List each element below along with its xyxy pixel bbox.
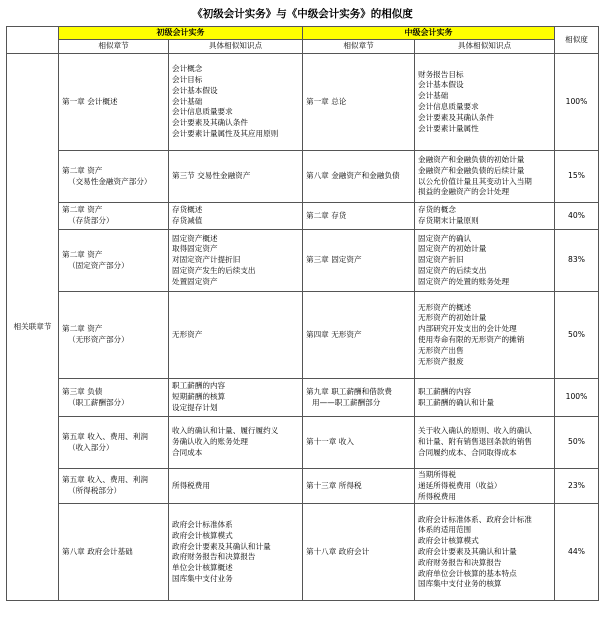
intermediate-chapter-cell <box>303 203 415 230</box>
junior-points-cell-line: 职工薪酬的内容 <box>172 381 226 391</box>
junior-points-cell-line: 会计要素计量属性及其应用原则 <box>172 128 279 138</box>
junior-points-cell-line: 合同成本 <box>172 447 203 457</box>
intermediate-chapter-cell <box>303 292 415 379</box>
intermediate-points-cell-line: 无形资产报废 <box>418 356 464 366</box>
intermediate-chapter-cell <box>303 379 415 417</box>
junior-chapter-cell-line: 第五章 收入、费用、利润 <box>62 431 148 441</box>
intermediate-chapter-cell-line: 第三章 固定资产 <box>306 255 362 265</box>
junior-chapter-cell <box>59 469 169 504</box>
related-chapters-label: 相关联章节 <box>7 54 59 601</box>
intermediate-points-cell <box>415 203 555 230</box>
intermediate-points-cell-line: 国库集中支付业务的核算 <box>418 579 502 589</box>
intermediate-points-cell-line: 当期所得税 <box>418 470 456 479</box>
junior-points-cell-line: 取得固定资产 <box>172 244 218 254</box>
similarity-value: 23% <box>555 469 599 504</box>
similarity-value: 83% <box>555 230 599 292</box>
junior-points-cell <box>169 292 303 379</box>
similarity-value: 44% <box>555 504 599 601</box>
intermediate-points-cell-line: 合同履约成本、合同取得成本 <box>418 447 517 457</box>
junior-chapter-cell-line: （所得税部分） <box>68 486 122 496</box>
intermediate-points-cell-line: 固定资产的后续支出 <box>418 265 487 275</box>
table-row <box>7 292 599 379</box>
junior-points-cell <box>169 203 303 230</box>
intermediate-chapter-cell-line: 第一章 总论 <box>306 96 347 106</box>
intermediate-points-cell-line: 政府会计核算模式 <box>418 536 479 546</box>
junior-points-cell-line: 会计信息质量要求 <box>172 107 233 117</box>
junior-points-cell-line: 设定提存计划 <box>172 402 218 412</box>
junior-points-header: 具体相似知识点 <box>169 40 303 54</box>
intermediate-points-cell-line: 会计基本假设 <box>418 80 464 90</box>
junior-chapter-header: 相似章节 <box>59 40 169 54</box>
similarity-table <box>6 26 599 601</box>
intermediate-points-cell-line: 关于收入确认的原则、收入的确认 <box>418 426 532 436</box>
intermediate-points-cell-line: 和计量、附有销售退回条款的销售 <box>418 437 532 447</box>
junior-chapter-cell-line: 第二章 资产 <box>62 324 103 334</box>
intermediate-points-cell-line: 金融资产和金融负债的后续计量 <box>418 165 525 175</box>
intermediate-points-cell-line: 损益的金融资产的会计处理 <box>418 187 510 197</box>
junior-points-cell-line: 务确认收入的账务处理 <box>172 437 248 447</box>
junior-points-cell-line: 固定资产概述 <box>172 233 218 243</box>
intermediate-points-cell <box>415 292 555 379</box>
intermediate-points-cell-line: 会计基础 <box>418 91 449 101</box>
intermediate-chapter-cell-line: 第九章 职工薪酬和借款费 <box>306 386 392 396</box>
intermediate-chapter-cell-line: 第十一章 收入 <box>306 437 354 447</box>
intermediate-points-cell <box>415 379 555 417</box>
junior-points-cell-line: 固定资产发生的后续支出 <box>172 265 256 275</box>
intermediate-points-cell-line: 会计要素计量属性 <box>418 123 479 133</box>
similarity-value: 15% <box>555 151 599 203</box>
table-row <box>7 151 599 203</box>
junior-chapter-cell <box>59 54 169 151</box>
intermediate-chapter-cell <box>303 504 415 601</box>
intermediate-points-cell-line: 政府单位会计核算的基本特点 <box>418 568 517 578</box>
junior-chapter-cell-line: （存货部分） <box>68 216 114 225</box>
intermediate-chapter-cell <box>303 54 415 151</box>
intermediate-points-cell-line: 政府会计标准体系、政府会计标准 <box>418 514 532 524</box>
junior-chapter-cell-line: 第二章 资产 <box>62 249 103 259</box>
junior-points-cell-line: 会计基础 <box>172 96 203 106</box>
intermediate-points-cell-line: 会计信息质量要求 <box>418 102 479 111</box>
junior-chapter-cell <box>59 230 169 292</box>
intermediate-points-cell-line: 固定资产折旧 <box>418 255 464 265</box>
junior-chapter-cell <box>59 292 169 379</box>
junior-chapter-cell-line: 第三章 负债 <box>62 386 103 396</box>
intermediate-chapter-cell <box>303 151 415 203</box>
page-title: 《初级会计实务》与《中级会计实务》的相似度 <box>192 8 413 20</box>
intermediate-points-cell-line: 存货期末计量原则 <box>418 216 479 225</box>
intermediate-chapter-cell-line: 第四章 无形资产 <box>306 329 362 339</box>
junior-points-cell <box>169 54 303 151</box>
similarity-header: 相似度 <box>555 27 599 54</box>
junior-chapter-cell-line: 第一章 会计概述 <box>62 96 118 106</box>
junior-chapter-cell <box>59 504 169 601</box>
junior-points-cell <box>169 379 303 417</box>
junior-chapter-cell-line: 第八章 政府会计基础 <box>62 546 133 556</box>
intermediate-points-cell-line: 政府会计要素及其确认和计量 <box>418 546 517 556</box>
table-row <box>7 203 599 230</box>
junior-points-cell-line: 对固定资产计提折旧 <box>172 255 241 265</box>
intermediate-points-cell-line: 使用寿命有限的无形资产的摊销 <box>418 335 525 344</box>
intermediate-points-cell-line: 所得税费用 <box>418 491 456 501</box>
intermediate-points-cell <box>415 230 555 292</box>
junior-points-cell <box>169 230 303 292</box>
intermediate-points-cell-line: 金融资产和金融负债的初始计量 <box>418 154 525 164</box>
intermediate-chapter-cell <box>303 230 415 292</box>
intermediate-points-cell-line: 递延所得税费用（收益） <box>418 480 502 490</box>
intermediate-points-cell-line: 以公允价值计量且其变动计入当期 <box>418 176 532 186</box>
intermediate-points-cell <box>415 469 555 504</box>
similarity-value: 100% <box>555 379 599 417</box>
junior-chapter-cell-line: （交易性金融资产部分） <box>68 176 152 186</box>
intermediate-points-cell-line: 职工薪酬的确认和计量 <box>418 397 494 407</box>
table-row <box>7 54 599 151</box>
junior-points-cell-line: 无形资产 <box>172 329 203 339</box>
intermediate-points-cell-line: 存货的概念 <box>418 205 456 215</box>
similarity-value: 50% <box>555 292 599 379</box>
junior-chapter-cell-line: 第五章 收入、费用、利润 <box>62 475 148 485</box>
intermediate-points-cell-line: 无形资产的概述 <box>418 302 472 312</box>
junior-points-cell-line: 所得税费用 <box>172 480 210 490</box>
junior-points-cell <box>169 151 303 203</box>
intermediate-points-header: 具体相似知识点 <box>415 40 555 54</box>
junior-chapter-cell-line: （固定资产部分） <box>68 260 129 270</box>
intermediate-header: 中级会计实务 <box>303 27 555 40</box>
intermediate-points-cell <box>415 54 555 151</box>
junior-chapter-cell-line: （收入部分） <box>68 442 114 452</box>
junior-chapter-cell-line: （无形资产部分） <box>68 335 129 344</box>
junior-points-cell <box>169 417 303 469</box>
junior-points-cell <box>169 504 303 601</box>
table-row <box>7 469 599 504</box>
intermediate-points-cell-line: 体系的适用范围 <box>418 525 472 535</box>
junior-points-cell-line: 政府会计标准体系 <box>172 520 233 529</box>
intermediate-chapter-cell-line: 用——职工薪酬部分 <box>312 397 381 407</box>
junior-chapter-cell-line: 第二章 资产 <box>62 165 103 175</box>
intermediate-points-cell-line: 无形资产的初始计量 <box>418 313 487 323</box>
table-row <box>7 230 599 292</box>
junior-points-cell-line: 收入的确认和计量、履行履约义 <box>172 426 279 436</box>
intermediate-chapter-header: 相似章节 <box>303 40 415 54</box>
junior-chapter-cell-line: 第二章 资产 <box>62 205 103 215</box>
corner-cell <box>7 27 59 54</box>
junior-points-cell-line: 短期薪酬的核算 <box>172 392 226 402</box>
intermediate-points-cell <box>415 417 555 469</box>
junior-points-cell-line: 国库集中支付业务 <box>172 573 233 583</box>
intermediate-points-cell <box>415 504 555 601</box>
table-row <box>7 379 599 417</box>
intermediate-chapter-cell <box>303 417 415 469</box>
junior-points-cell-line: 存货减值 <box>172 216 203 225</box>
similarity-value: 40% <box>555 203 599 230</box>
junior-points-cell-line: 第三节 交易性金融资产 <box>172 171 251 181</box>
intermediate-chapter-cell-line: 第二章 存货 <box>306 210 347 220</box>
junior-chapter-cell <box>59 379 169 417</box>
junior-header: 初级会计实务 <box>59 27 303 40</box>
junior-points-cell-line: 政府会计核算模式 <box>172 530 233 540</box>
junior-points-cell-line: 会计概念 <box>172 64 203 74</box>
intermediate-points-cell-line: 会计要素及其确认条件 <box>418 112 494 122</box>
junior-chapter-cell <box>59 417 169 469</box>
junior-chapter-cell <box>59 151 169 203</box>
junior-points-cell-line: 会计基本假设 <box>172 85 218 95</box>
table-row <box>7 417 599 469</box>
junior-points-cell-line: 会计目标 <box>172 75 203 85</box>
junior-points-cell-line: 单位会计核算概述 <box>172 563 233 573</box>
intermediate-points-cell-line: 内部研究开发支出的会计处理 <box>418 324 517 334</box>
intermediate-points-cell-line: 职工薪酬的内容 <box>418 386 472 396</box>
junior-chapter-cell-line: （职工薪酬部分） <box>68 397 129 407</box>
junior-chapter-cell <box>59 203 169 230</box>
intermediate-points-cell-line: 政府财务报告和决算报告 <box>418 557 502 567</box>
intermediate-points-cell <box>415 151 555 203</box>
similarity-value: 100% <box>555 54 599 151</box>
junior-points-cell-line: 处置固定资产 <box>172 276 218 286</box>
junior-points-cell-line: 政府财务报告和决算报告 <box>172 552 256 562</box>
intermediate-points-cell-line: 无形资产出售 <box>418 345 464 355</box>
intermediate-points-cell-line: 固定资产的确认 <box>418 233 472 243</box>
intermediate-chapter-cell-line: 第八章 金融资产和金融负债 <box>306 171 400 181</box>
similarity-value: 50% <box>555 417 599 469</box>
junior-points-cell-line: 会计要素及其确认条件 <box>172 118 248 128</box>
intermediate-chapter-cell <box>303 469 415 504</box>
intermediate-points-cell-line: 固定资产的初始计量 <box>418 244 487 254</box>
table-row <box>7 504 599 601</box>
junior-points-cell <box>169 469 303 504</box>
intermediate-chapter-cell-line: 第十八章 政府会计 <box>306 546 370 556</box>
intermediate-chapter-cell-line: 第十三章 所得税 <box>306 480 362 490</box>
intermediate-points-cell-line: 财务报告目标 <box>418 69 464 79</box>
junior-points-cell-line: 政府会计要素及其确认和计量 <box>172 541 271 551</box>
junior-points-cell-line: 存货概述 <box>172 205 203 215</box>
intermediate-points-cell-line: 固定资产的处置的账务处理 <box>418 276 510 286</box>
